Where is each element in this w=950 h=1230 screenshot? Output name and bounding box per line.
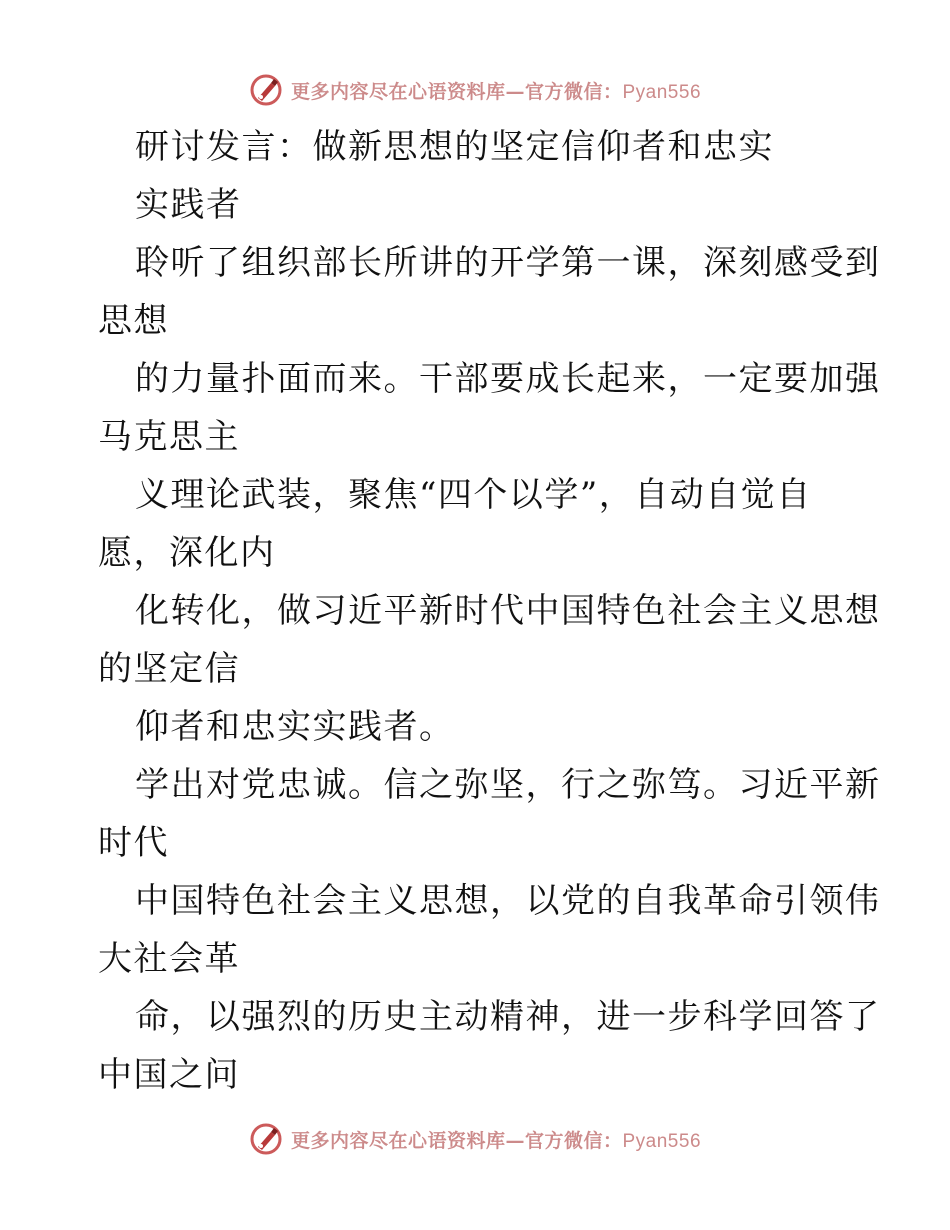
- text-line: 马克思主: [98, 417, 240, 457]
- text-line: 命，以强烈的历史主动精神，进一步科学回答了: [135, 997, 881, 1037]
- text-line: 中国之问: [98, 1055, 240, 1095]
- text-line: 大社会革: [98, 939, 240, 979]
- document-title-continued: 实践者: [135, 185, 242, 225]
- footer-watermark: [0, 1119, 950, 1159]
- pen-nib-logo-icon: [249, 73, 283, 107]
- text-line: 化转化，做习近平新时代中国特色社会主义思想: [135, 591, 881, 631]
- text-line: 时代: [98, 823, 169, 863]
- watermark-text: [291, 77, 701, 104]
- text-line: 仰者和忠实实践者。: [135, 707, 455, 747]
- header-watermark: [0, 70, 950, 110]
- text-line: 中国特色社会主义思想，以党的自我革命引领伟: [135, 881, 881, 921]
- text-line: 思想: [98, 301, 169, 341]
- pen-nib-logo-icon: [249, 1122, 283, 1156]
- watermark-suffix-text: 官方微信：: [524, 1129, 623, 1152]
- text-line: 学出对党忠诚。信之弥坚，行之弥笃。习近平新: [135, 765, 881, 805]
- watermark-main-text: 更多内容尽在心语资料库: [290, 1129, 506, 1152]
- document-title: 研讨发言：做新思想的坚定信仰者和忠实: [135, 127, 774, 167]
- text-line: 的坚定信: [98, 649, 240, 689]
- text-line: 聆听了组织部长所讲的开学第一课，深刻感受到: [135, 243, 881, 283]
- watermark-main-text: 更多内容尽在心语资料库: [290, 80, 506, 103]
- watermark-text: [291, 1126, 701, 1153]
- watermark-dash: —: [505, 1129, 525, 1152]
- watermark-wechat-id: Pyan556: [622, 81, 702, 103]
- watermark-dash: —: [505, 80, 525, 103]
- text-line: 的力量扑面而来。干部要成长起来，一定要加强: [135, 359, 881, 399]
- watermark-wechat-id: Pyan556: [622, 1130, 702, 1152]
- document-body: [98, 118, 881, 1104]
- watermark-suffix-text: 官方微信：: [524, 80, 623, 103]
- text-line: 义理论武装，聚焦“四个以学”，自动自觉自: [135, 475, 812, 515]
- text-line: 愿，深化内: [98, 533, 276, 573]
